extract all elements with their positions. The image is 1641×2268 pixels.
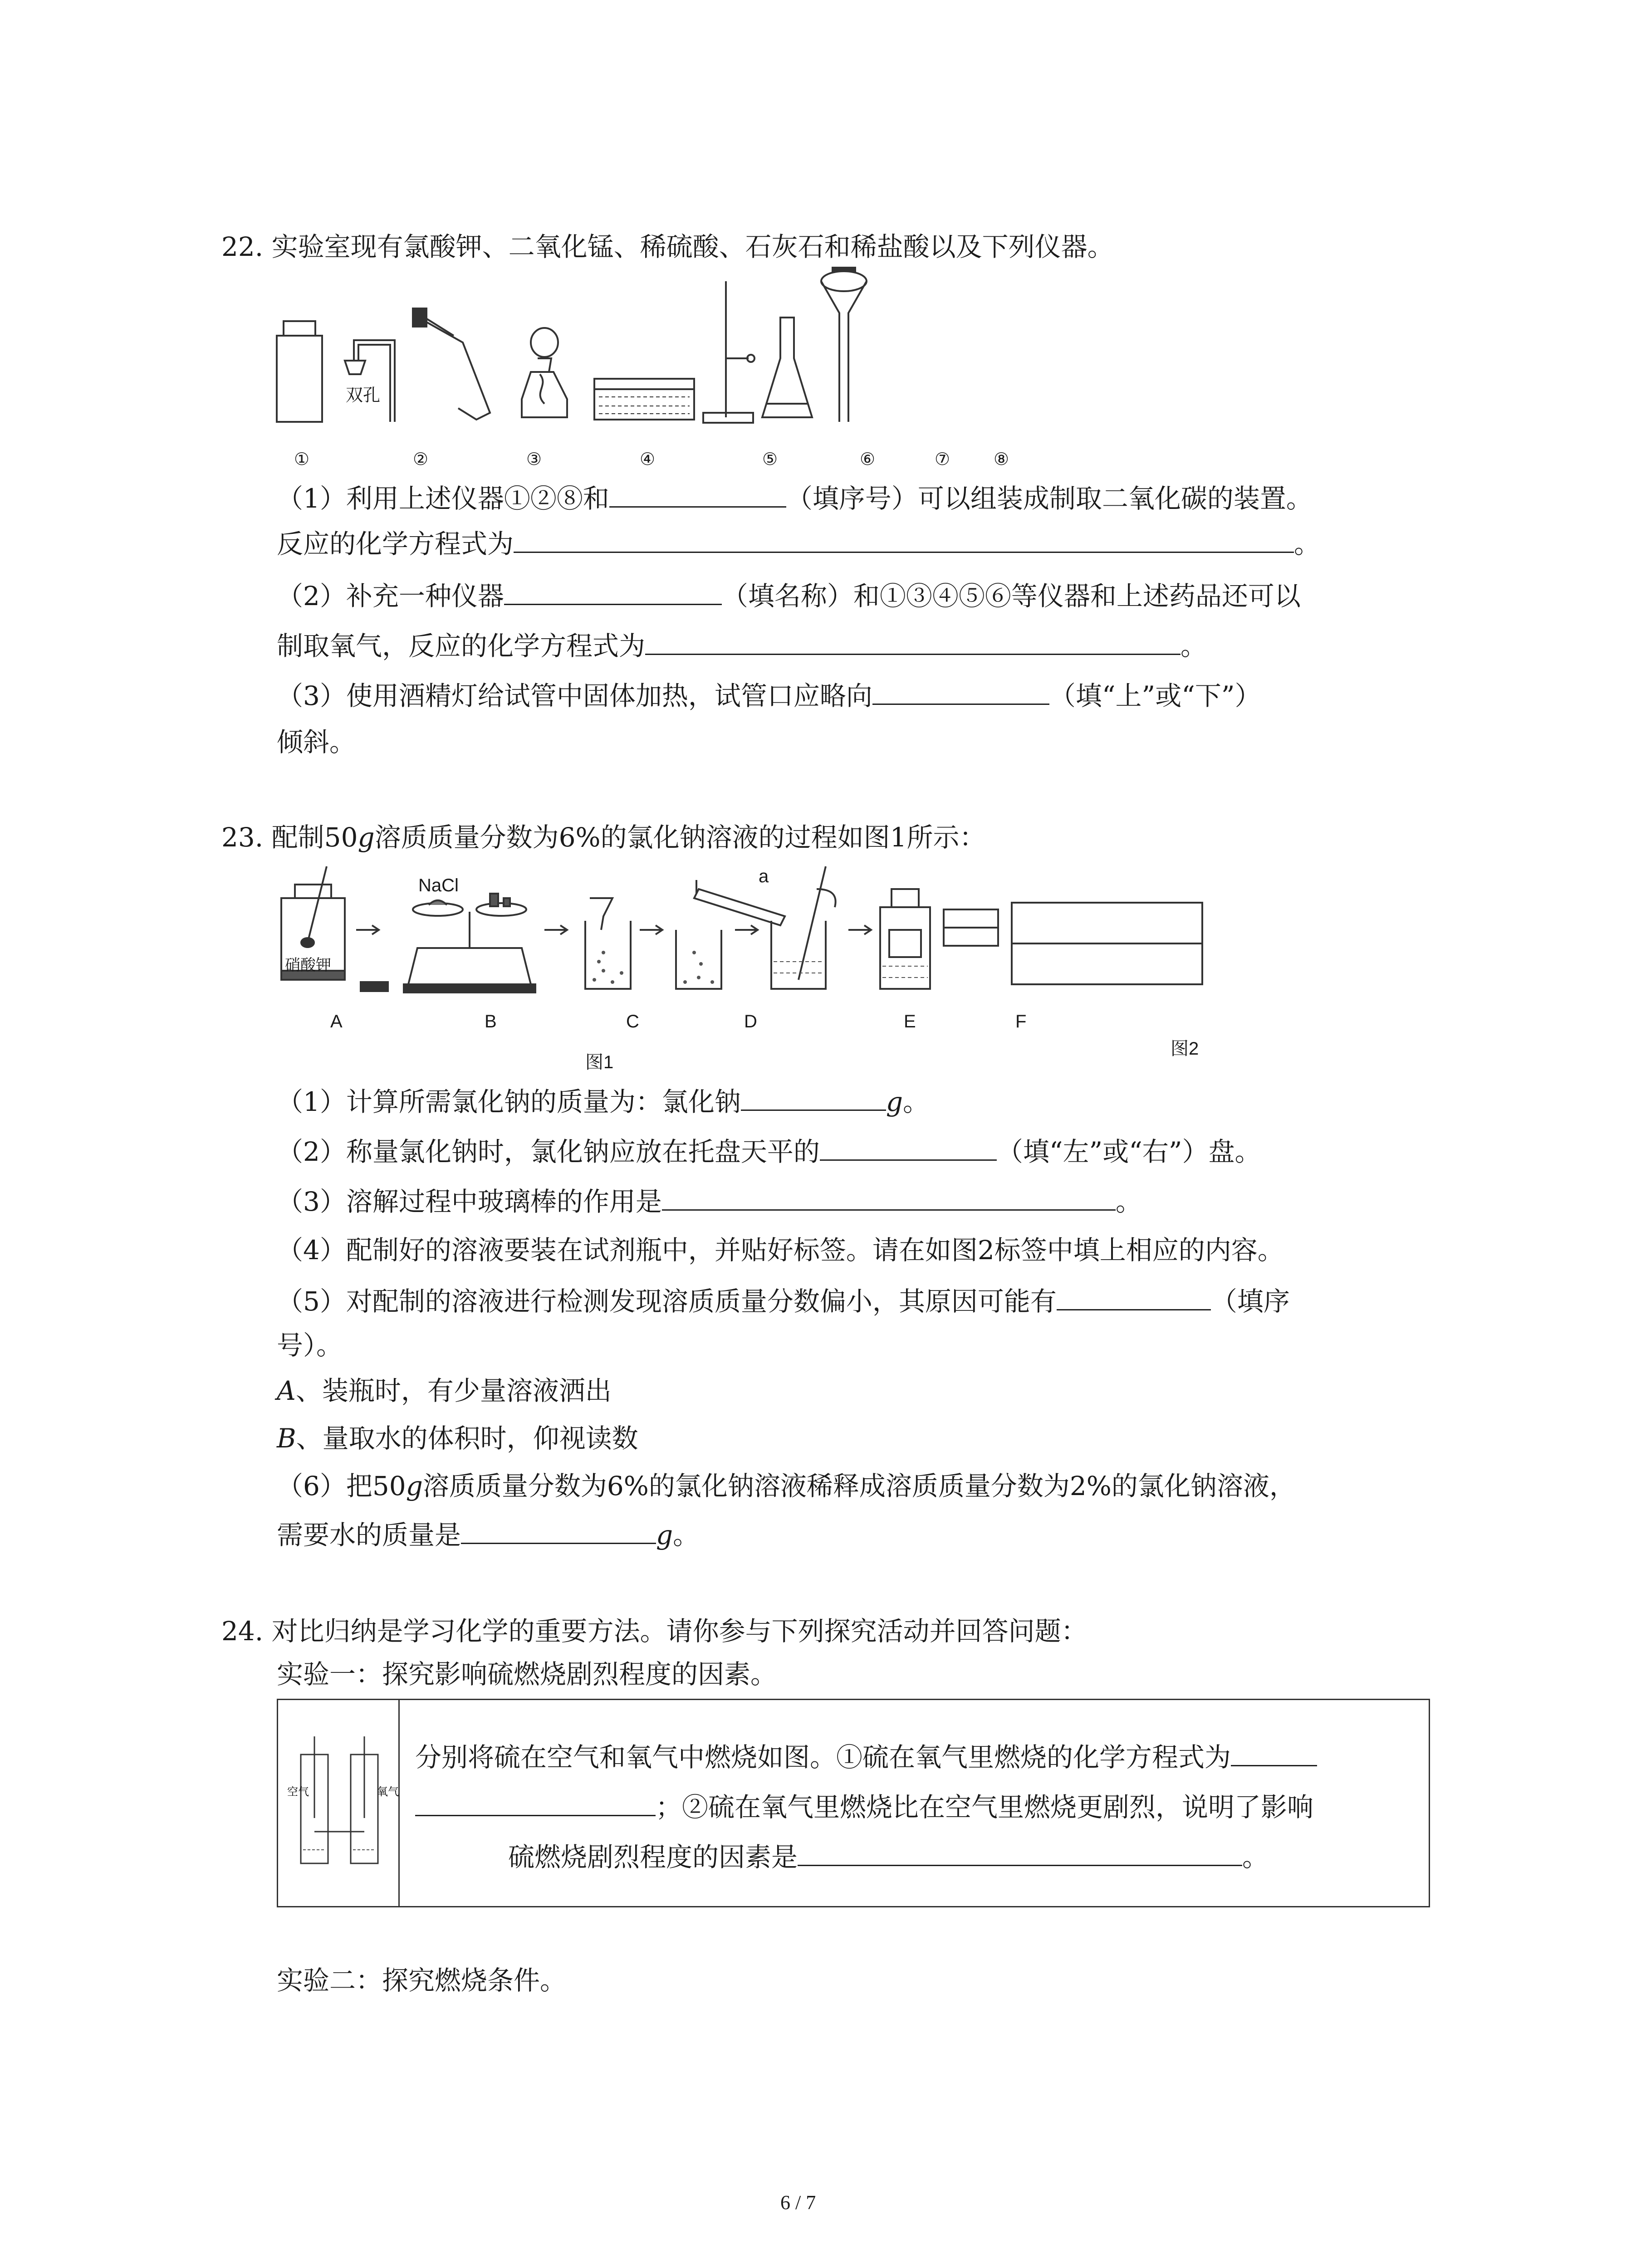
oxygen-label: 氧气 xyxy=(377,1785,399,1798)
stopper-label: 双孔 xyxy=(346,385,381,405)
sulfur-combustion-figure xyxy=(287,1727,399,1882)
q22-part2-line2: 制取氧气，反应的化学方程式为 。 xyxy=(277,628,1207,662)
box-line-1: 分别将硫在空气和氧气中燃烧如图。①硫在氧气里燃烧的化学方程式为 xyxy=(415,1740,1317,1774)
answer-blank[interactable] xyxy=(1057,1284,1211,1310)
page-number: 6 / 7 xyxy=(780,2191,816,2214)
q24-stem: 24. 对比归纳是学习化学的重要方法。请你参与下列探究活动并回答问题： xyxy=(221,1616,1087,1647)
air-label: 空气 xyxy=(287,1785,309,1798)
apparatus-label-4: ④ xyxy=(640,449,656,469)
q23-part6-line1: （6）把50g溶质质量分数为6%的氯化钠溶液稀释成溶质质量分数为2%的氯化钠溶液， xyxy=(277,1471,1296,1501)
q23-part6-line2: 需要水的质量是 g。 xyxy=(277,1517,699,1551)
fig1-step-C: C xyxy=(626,1012,639,1031)
q23-option-B: B、量取水的体积时，仰视读数 xyxy=(277,1423,638,1454)
apparatus-label-1: ① xyxy=(294,449,310,469)
fig1-step-E: E xyxy=(904,1012,916,1031)
answer-blank[interactable] xyxy=(514,526,1294,553)
apparatus-label-8: ⑧ xyxy=(994,449,1009,469)
q23-part5-line2: 号）。 xyxy=(277,1330,343,1361)
q24-experiment-1: 实验一：探究影响硫燃烧剧烈程度的因素。 xyxy=(277,1659,777,1690)
answer-blank[interactable] xyxy=(645,628,1181,655)
q22-part1-line1: （1）利用上述仪器①②⑧和 （填序号）可以组装成制取二氧化碳的装置。 xyxy=(277,481,1313,515)
answer-blank[interactable] xyxy=(872,678,1049,705)
box-line-3: 硫燃烧剧烈程度的因素是 。 xyxy=(508,1839,1269,1873)
cylinder-mark-label: a xyxy=(759,866,769,886)
answer-blank[interactable] xyxy=(662,1184,1116,1211)
answer-blank[interactable] xyxy=(504,578,722,605)
fig2-caption: 图2 xyxy=(1171,1039,1199,1059)
q22-part3-line2: 倾斜。 xyxy=(277,727,356,758)
fig1-step-D: D xyxy=(744,1012,757,1031)
apparatus-label-2: ② xyxy=(413,449,429,469)
q23-part5-line1: （5）对配制的溶液进行检测发现溶质质量分数偏小，其原因可能有 （填序 xyxy=(277,1284,1290,1318)
q22-stem: 22. 实验室现有氯酸钾、二氧化锰、稀硫酸、石灰石和稀盐酸以及下列仪器。 xyxy=(221,231,1114,262)
q23-stem: 23. 配制50g溶质质量分数为6%的氯化钠溶液的过程如图1所示： xyxy=(221,822,986,853)
answer-blank[interactable] xyxy=(415,1789,656,1816)
apparatus-label-6: ⑥ xyxy=(860,449,876,469)
apparatus-label-5: ⑤ xyxy=(762,449,778,469)
apparatus-label-7: ⑦ xyxy=(935,449,950,469)
apparatus-label-3: ③ xyxy=(526,449,542,469)
q22-part1-line2: 反应的化学方程式为 。 xyxy=(277,526,1320,560)
fig1-caption: 图1 xyxy=(585,1052,614,1072)
answer-blank[interactable] xyxy=(609,481,786,508)
answer-blank[interactable] xyxy=(820,1134,997,1161)
fig1-step-B: B xyxy=(485,1012,497,1031)
q23-part3: （3）溶解过程中玻璃棒的作用是 。 xyxy=(277,1184,1142,1218)
q22-apparatus-figure xyxy=(268,263,1039,476)
q23-part4: （4）配制好的溶液要装在试剂瓶中，并贴好标签。请在如图2标签中填上相应的内容。 xyxy=(277,1235,1284,1266)
bottle-icon xyxy=(277,336,322,422)
reagent-bottle-label: 硝酸钾 xyxy=(285,957,331,974)
answer-blank[interactable] xyxy=(741,1084,886,1111)
nacl-label: NaCl xyxy=(418,875,459,895)
q24-experiment-2: 实验二：探究燃烧条件。 xyxy=(277,1965,567,1996)
answer-blank[interactable] xyxy=(461,1517,656,1544)
q22-part3-line1: （3）使用酒精灯给试管中固体加热，试管口应略向 （填“上”或“下”） xyxy=(277,678,1261,712)
q23-part1: （1）计算所需氯化钠的质量为：氯化钠 g。 xyxy=(277,1084,929,1118)
answer-blank[interactable] xyxy=(1231,1740,1317,1766)
q23-option-A: A、装瓶时，有少量溶液洒出 xyxy=(277,1375,612,1406)
fig1-step-A: A xyxy=(330,1012,343,1031)
box-line-2: ；②硫在氧气里燃烧比在空气里燃烧更剧烈，说明了影响 xyxy=(415,1789,1313,1823)
answer-blank[interactable] xyxy=(798,1839,1242,1866)
fig1-step-F: F xyxy=(1015,1012,1027,1031)
q22-part2-line1: （2）补充一种仪器 （填名称）和①③④⑤⑥等仪器和上述药品还可以 xyxy=(277,578,1301,612)
q23-part2: （2）称量氯化钠时，氯化钠应放在托盘天平的 （填“左”或“右”）盘。 xyxy=(277,1134,1261,1168)
